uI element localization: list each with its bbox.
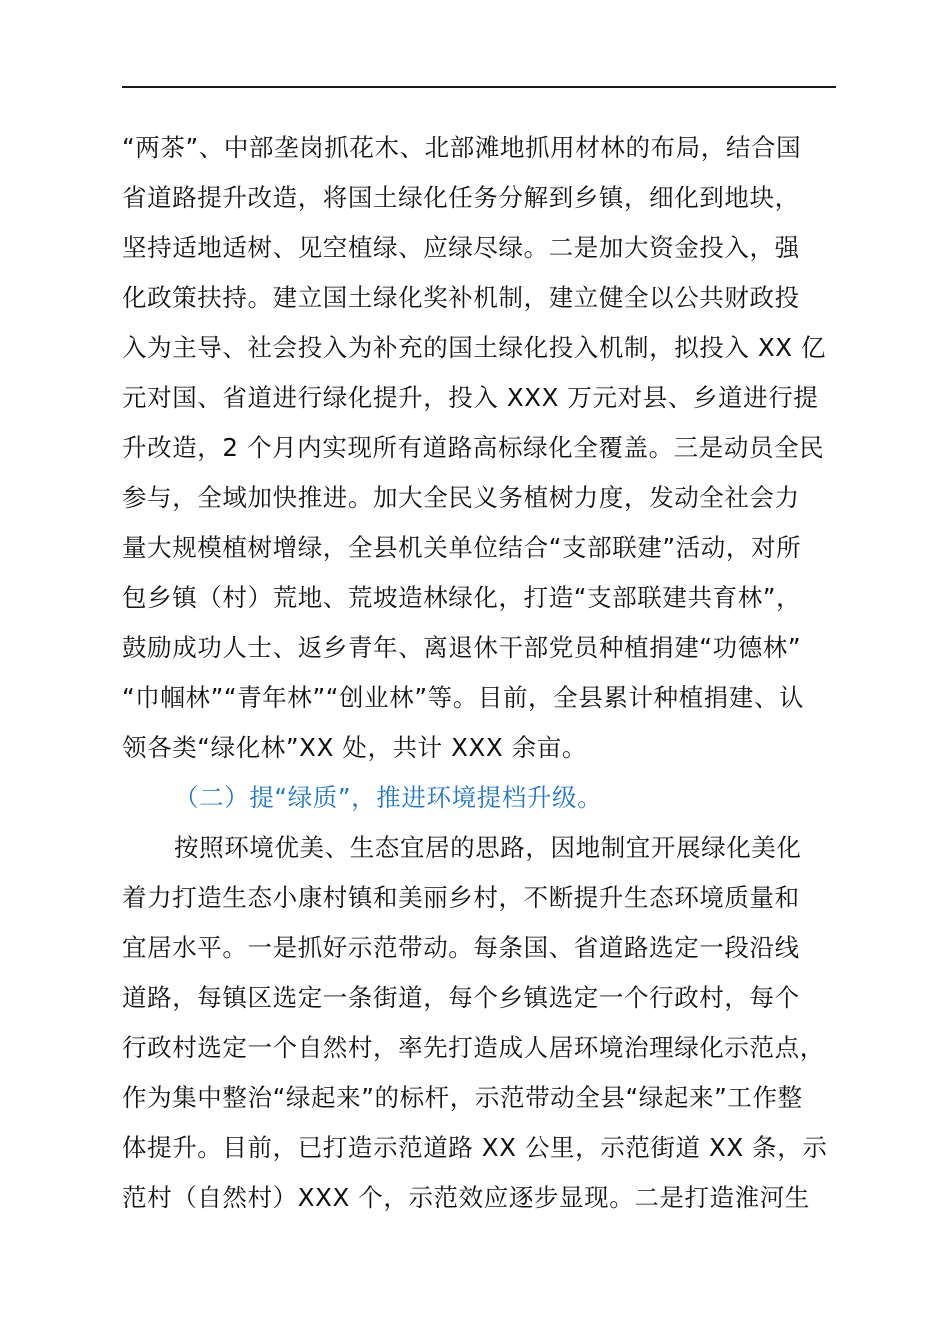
body-line: 省道路提升改造，将国土绿化任务分解到乡镇，细化到地块，	[122, 183, 800, 212]
body-line: 领各类“绿化林”XX 处，共计 XXX 余亩。	[122, 733, 587, 762]
body-line: “巾帼林”“青年林”“创业林”等。目前，全县累计种植捐建、认	[122, 683, 805, 712]
body-line: 按照环境优美、生态宜居的思路，因地制宜开展绿化美化	[174, 833, 802, 862]
body-line: 着力打造生态小康村镇和美丽乡村，不断提升生态环境质量和	[122, 883, 800, 912]
body-line: 元对国、省道进行绿化提升，投入 XXX 万元对县、乡道进行提	[122, 383, 819, 412]
body-line: 道路，每镇区选定一条街道，每个乡镇选定一个行政村，每个	[122, 983, 800, 1012]
body-line: 包乡镇（村）荒地、荒坡造林绿化，打造“支部联建共育林”，	[122, 583, 802, 612]
body-line: 坚持适地适树、见空植绿、应绿尽绿。二是加大资金投入，强	[122, 233, 800, 262]
body-line: “两茶”、中部垄岗抓花木、北部滩地抓用材林的布局，结合国	[122, 133, 802, 162]
body-line: 量大规模植树增绿，全县机关单位结合“支部联建”活动，对所	[122, 533, 802, 562]
body-line: 体提升。目前，已打造示范道路 XX 公里，示范街道 XX 条，示	[122, 1133, 828, 1162]
section-heading: （二）提“绿质”，推进环境提档升级。	[174, 783, 603, 812]
body-line: 鼓励成功人士、返乡青年、离退休干部党员种植捐建“功德林”	[122, 633, 802, 662]
body-line: 化政策扶持。建立国土绿化奖补机制，建立健全以公共财政投	[122, 283, 800, 312]
body-line: 参与，全域加快推进。加大全民义务植树力度，发动全社会力	[122, 483, 800, 512]
body-line: 作为集中整治“绿起来”的标杆，示范带动全县“绿起来”工作整	[122, 1083, 803, 1112]
header-rule	[122, 86, 836, 88]
body-line: 入为主导、社会投入为补充的国土绿化投入机制，拟投入 XX 亿	[122, 333, 827, 362]
body-line: 行政村选定一个自然村，率先打造成人居环境治理绿化示范点，	[122, 1033, 825, 1062]
body-line: 宜居水平。一是抓好示范带动。每条国、省道路选定一段沿线	[122, 933, 800, 962]
body-line: 升改造，2 个月内实现所有道路高标绿化全覆盖。三是动员全民	[122, 433, 825, 462]
body-line: 范村（自然村）XXX 个，示范效应逐步显现。二是打造淮河生	[122, 1183, 811, 1212]
